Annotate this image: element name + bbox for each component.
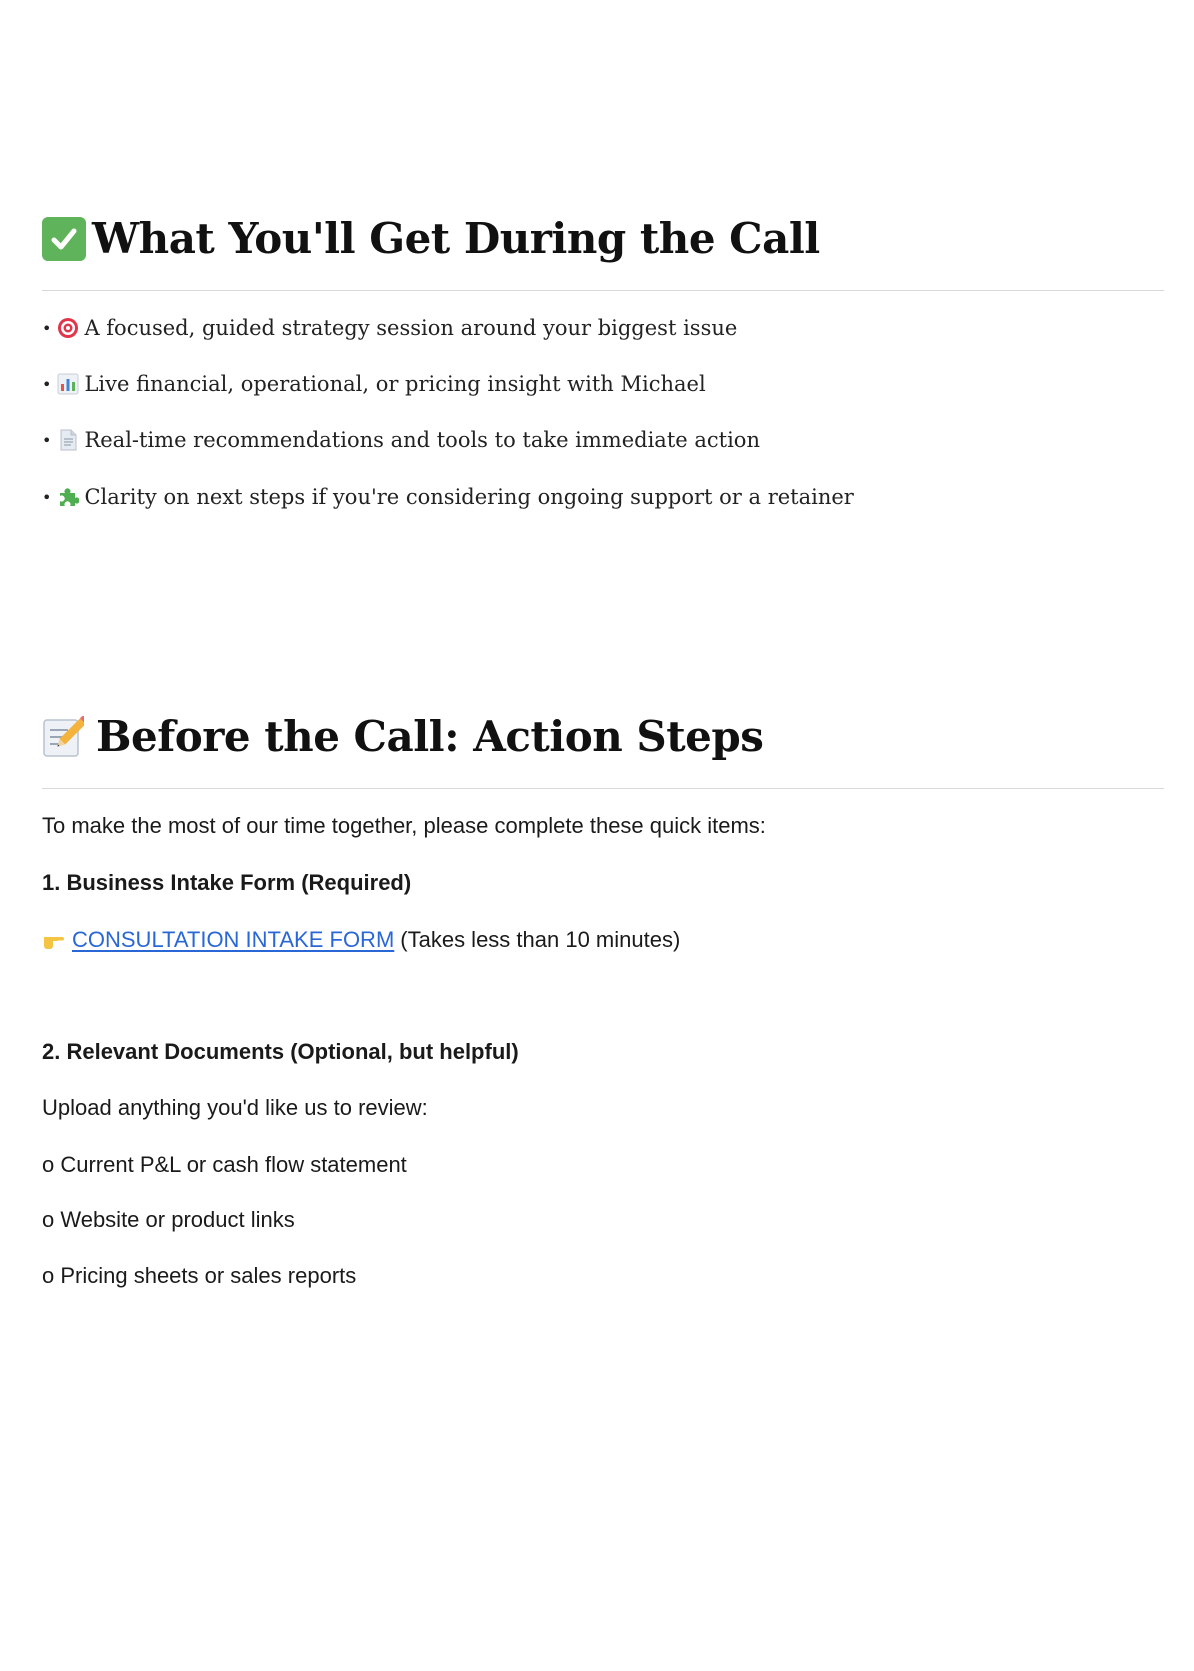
upload-text: Upload anything you'd like us to review: bbox=[42, 1095, 428, 1120]
document-icon bbox=[57, 429, 79, 451]
step1-label: 1. Business Intake Form (Required) bbox=[42, 870, 412, 895]
document-list-item: o Website or product links bbox=[42, 1207, 295, 1232]
section-divider bbox=[42, 290, 1164, 291]
benefit-text: A focused, guided strategy session around your biggest issue bbox=[84, 316, 738, 340]
memo-pencil-icon bbox=[42, 716, 84, 758]
document-list-item: o Pricing sheets or sales reports bbox=[42, 1263, 357, 1288]
benefit-text: Live financial, operational, or pricing insight with Michael bbox=[84, 372, 706, 396]
section-heading-what-you-get bbox=[42, 214, 1164, 263]
benefit-item-next-steps bbox=[42, 485, 854, 509]
bar-chart-icon bbox=[57, 373, 79, 395]
benefit-text: Real-time recommendations and tools to take immediate action bbox=[84, 428, 760, 452]
intro-text: To make the most of our time together, please complete these quick items: bbox=[42, 813, 766, 838]
pointing-hand-icon bbox=[42, 930, 66, 950]
bullet: • bbox=[42, 318, 52, 338]
section-title: Before the Call: Action Steps bbox=[96, 712, 764, 761]
section-divider bbox=[42, 788, 1164, 789]
consultation-intake-form-link[interactable]: CONSULTATION INTAKE FORM bbox=[72, 927, 395, 952]
benefit-item-live-insight bbox=[42, 372, 706, 396]
benefit-item-focused-session bbox=[42, 316, 737, 340]
section-title: What You'll Get During the Call bbox=[92, 214, 820, 263]
step2-label: 2. Relevant Documents (Optional, but helpful) bbox=[42, 1039, 519, 1064]
document-list-item: o Current P&L or cash flow statement bbox=[42, 1152, 407, 1177]
bullet: • bbox=[42, 487, 52, 507]
intake-form-line bbox=[42, 927, 680, 953]
link-note: (Takes less than 10 minutes) bbox=[400, 927, 681, 952]
bullet: • bbox=[42, 430, 52, 450]
section-heading-before-the-call bbox=[42, 712, 1164, 761]
check-mark-icon bbox=[42, 217, 86, 261]
puzzle-icon bbox=[57, 486, 79, 508]
benefit-text: Clarity on next steps if you're considering ongoing support or a retainer bbox=[84, 485, 854, 509]
benefit-item-recommendations bbox=[42, 428, 760, 452]
target-icon bbox=[57, 317, 79, 339]
bullet: • bbox=[42, 374, 52, 394]
